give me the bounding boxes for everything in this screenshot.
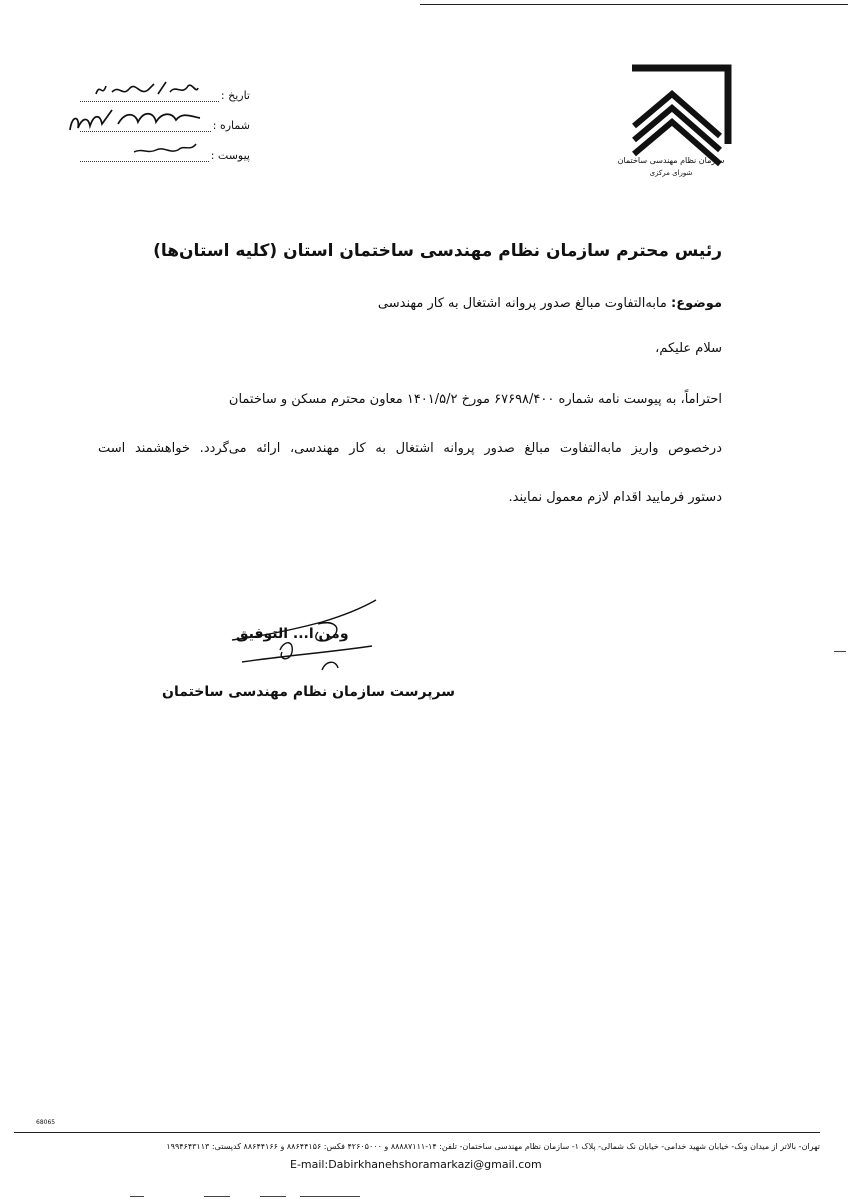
top-edge-rule bbox=[420, 4, 848, 5]
handwritten-signature bbox=[222, 596, 392, 686]
organization-logo-icon bbox=[620, 64, 740, 184]
signatory-title: سرپرست سازمان نظام مهندسی ساختمان bbox=[162, 684, 455, 700]
number-label: شماره : bbox=[212, 119, 250, 132]
body-paragraph-line: احتراماً، به پیوست نامه شماره ۶۷۶۹۸/۴۰۰ مورخ ۱۴۰۱/۵/۲ معاون محترم مسکن و ساختمان bbox=[228, 392, 722, 407]
letter-subject bbox=[378, 296, 722, 311]
logo-caption-organization: سازمان نظام مهندسی ساختمان bbox=[617, 156, 725, 165]
scan-mark bbox=[204, 1196, 230, 1197]
body-paragraph-line: درخصوص واریز مابه‌التفاوت مبالغ صدور پروانه اشتغال به کار مهندسی، ارائه می‌گردد. خواهشمند است bbox=[98, 441, 722, 456]
footer-rule bbox=[14, 1132, 820, 1133]
handwritten-date bbox=[92, 76, 202, 104]
date-label: تاریخ : bbox=[220, 89, 250, 102]
handwritten-number bbox=[66, 104, 206, 138]
footer-email: E-mail:Dabirkhanehshoramarkazi@gmail.com bbox=[290, 1158, 542, 1171]
scan-mark bbox=[300, 1196, 360, 1197]
logo-caption-council: شورای مرکزی bbox=[649, 169, 693, 177]
scan-mark bbox=[834, 651, 846, 652]
subject-text: مابه‌التفاوت مبالغ صدور پروانه اشتغال به کار مهندسی bbox=[377, 296, 667, 311]
body-paragraph-line: دستور فرمایید اقدام لازم معمول نمایند. bbox=[508, 490, 722, 505]
handwritten-attachment bbox=[130, 138, 200, 160]
letter-greeting: سلام علیکم، bbox=[655, 341, 722, 356]
attachment-label: پیوست : bbox=[210, 149, 250, 162]
document-code: 68065 bbox=[36, 1119, 56, 1126]
footer-address: تهران- بالاتر از میدان ونک- خیابان شهید خدامی- خیابان نک شمالی- پلاک ۱- سازمان نظام مهندسی ساختمان- تلفن: ۱۴-۸۸۸۸۷۱۱۱ و ۴۲۶۰۵۰۰۰ فکس: ۸۸۶۴۴۱۵۶ و ۸۸۶۴۴۱۶۶ کدپستی: ۱۹۹۴۶۴۳۱۱۳ bbox=[166, 1142, 820, 1151]
scan-mark bbox=[260, 1196, 286, 1197]
subject-label: موضوع: bbox=[671, 296, 722, 311]
scan-mark bbox=[130, 1196, 144, 1197]
signature-closing: ومن ا... التوفیق bbox=[236, 626, 349, 642]
letter-recipient: رئیس محترم سازمان نظام مهندسی ساختمان استان (کلیه استان‌ها) bbox=[153, 241, 722, 261]
